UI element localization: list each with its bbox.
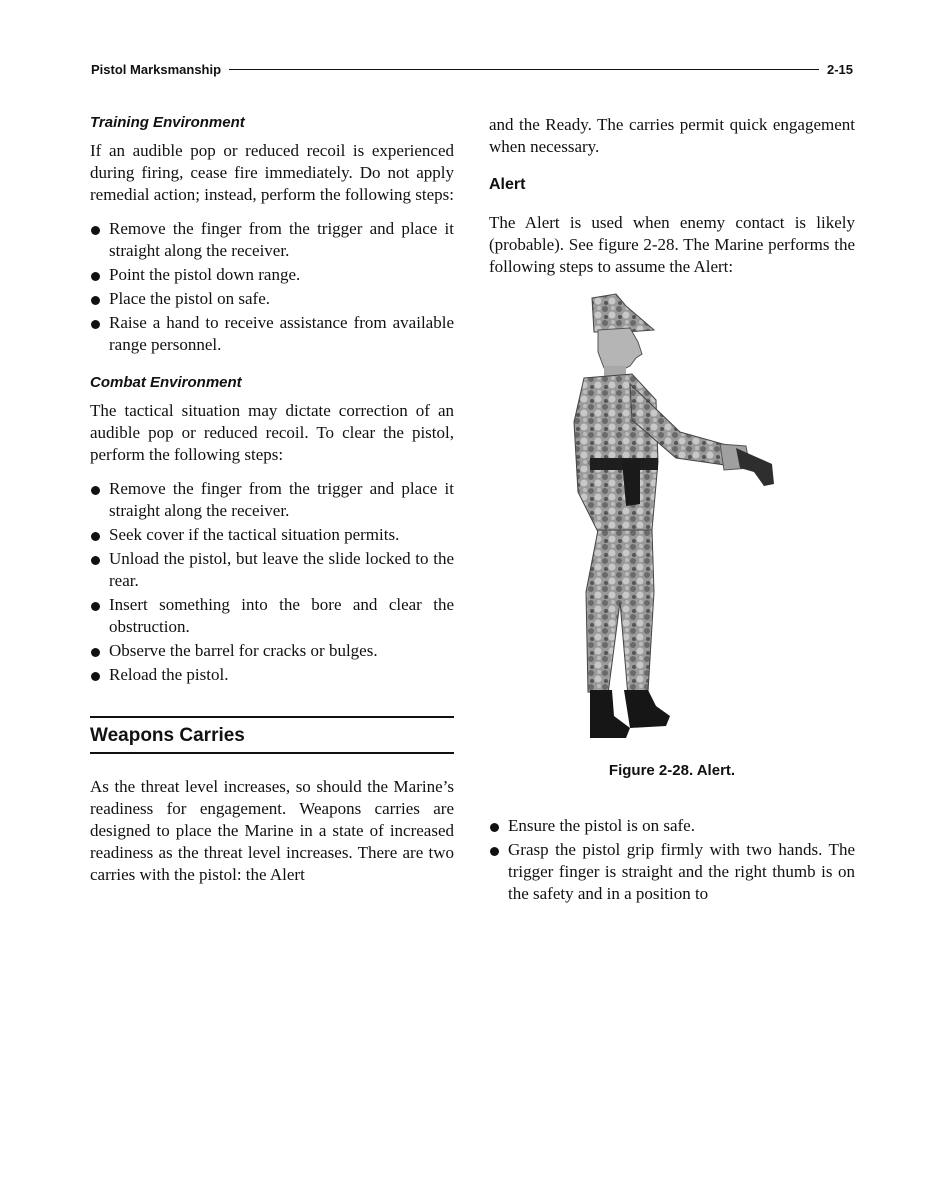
bullet-icon [490,823,499,832]
left-column [90,114,454,898]
list-item: Remove the finger from the trigger and place it straight along the receiver. [90,478,454,522]
list-item: Reload the pistol. [90,664,454,686]
section-title: Weapons Carries [90,725,245,746]
bullet-icon [91,272,100,281]
header-rule [229,69,819,70]
list-item: Place the pistol on safe. [90,288,454,310]
list-item: Unload the pistol, but leave the slide locked to the rear. [90,548,454,592]
list-item: Insert something into the bore and clear the obstruction. [90,594,454,638]
list-item: Observe the barrel for cracks or bulges. [90,640,454,662]
weapons-carries-section-heading [90,716,454,754]
alert-figure [560,292,790,744]
combat-steps-list [90,478,454,686]
bullet-icon [91,296,100,305]
bullet-icon [91,648,100,657]
list-item: Ensure the pistol is on safe. [489,815,855,837]
bullet-icon [490,847,499,856]
right-column-bottom [489,815,855,923]
bullet-icon [91,320,100,329]
page-number: 2-15 [826,61,853,77]
alert-steps-list [489,815,855,905]
list-item: Grasp the pistol grip firmly with two hands. The trigger finger is straight and the right thumb is on the safety and in a position to [489,839,855,905]
bullet-icon [91,672,100,681]
continued-paragraph: and the Ready. The carries permit quick engagement when necessary. [489,115,855,156]
chapter-title: Pistol Marksmanship [91,61,222,77]
combat-environment-heading: Combat Environment [90,374,242,391]
alert-heading: Alert [489,176,526,193]
training-steps-list [90,218,454,356]
bullet-icon [91,532,100,541]
running-header [91,60,853,78]
bullet-icon [91,226,100,235]
alert-paragraph: The Alert is used when enemy contact is likely (probable). See figure 2-28. The Marine performs the following steps to assume the Alert: [489,213,855,276]
combat-intro-paragraph: The tactical situation may dictate correction of an audible pop or reduced recoil. To clear the pistol, perform the following steps: [90,401,454,464]
list-item: Remove the finger from the trigger and place it straight along the receiver. [90,218,454,262]
list-item: Raise a hand to receive assistance from available range personnel. [90,312,454,356]
bullet-icon [91,602,100,611]
weapons-carries-paragraph: As the threat level increases, so should the Marine’s readiness for engagement. Weapons carries are designed to place the Marine in a state of increased readiness as the threat level increases. There are two carries with the pistol: the Alert [90,777,454,884]
bullet-icon [91,556,100,565]
training-environment-heading: Training Environment [90,114,245,131]
right-column [489,114,855,290]
bullet-icon [91,486,100,495]
list-item: Point the pistol down range. [90,264,454,286]
figure-caption: Figure 2-28. Alert. [608,762,736,779]
training-intro-paragraph: If an audible pop or reduced recoil is experienced during firing, cease fire immediately. Do not apply remedial action; instead, perform the following steps: [90,141,454,204]
marine-alert-illustration [560,292,790,744]
list-item: Seek cover if the tactical situation permits. [90,524,454,546]
